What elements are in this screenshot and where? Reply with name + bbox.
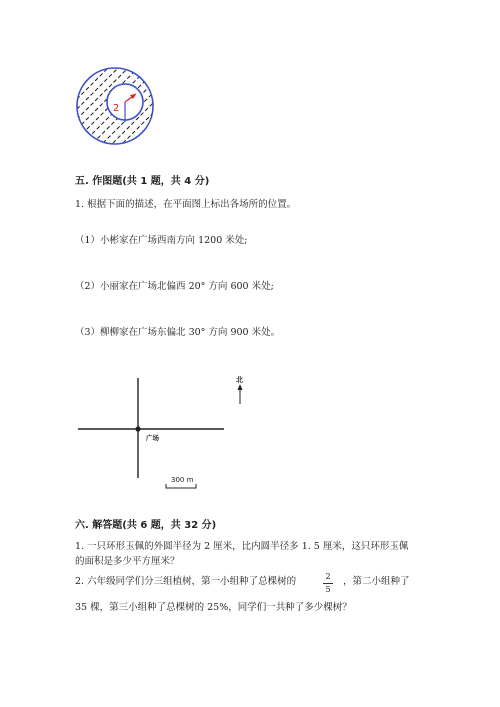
plaza-point	[135, 426, 140, 431]
plaza-map	[76, 370, 256, 495]
section5-q1: 1. 根据下面的描述，在平面图上标出各场所的位置。	[75, 199, 297, 210]
fraction-numerator: 2	[325, 572, 331, 581]
fraction-two-fifths	[323, 572, 333, 595]
ring-figure	[70, 56, 160, 156]
fraction-denominator: 5	[325, 585, 331, 594]
fraction-bar	[323, 583, 333, 584]
section5-item-1: （1）小彬家在广场西南方向 1200 米处;	[75, 235, 248, 246]
section5-item-2: （2）小丽家在广场北偏西 20° 方向 600 米处;	[75, 281, 274, 292]
north-arrow-head	[238, 384, 243, 390]
section6-heading: 六. 解答题(共 6 题，共 32 分)	[75, 520, 217, 531]
north-label: 北	[236, 376, 243, 384]
section6-q1-line1: 1. 一只环形玉佩的外圆半径为 2 厘米，比内圆半径多 1. 5 厘米，这只环形玉佩	[75, 541, 409, 552]
section6-q2-part1: 2. 六年级同学们分三组植树，第一小组种了总棵树的	[75, 576, 297, 587]
section6-q2-line2: 35 棵，第三小组种了总棵树的 25%，同学们一共种了多少棵树？	[75, 602, 352, 613]
section5-item-3: （3）柳柳家在广场东偏北 30° 方向 900 米处。	[75, 327, 281, 338]
scale-bar	[166, 484, 196, 488]
section6-q1-line2: 的面积是多少平方厘米？	[75, 556, 180, 567]
radius-label: 2	[113, 103, 120, 114]
section6-q2-part2: ，第二小组种了	[343, 576, 410, 587]
plaza-label: 广场	[146, 434, 159, 442]
scale-label: 300 m	[171, 476, 194, 484]
section5-heading: 五. 作图题(共 1 题，共 4 分)	[75, 176, 210, 187]
